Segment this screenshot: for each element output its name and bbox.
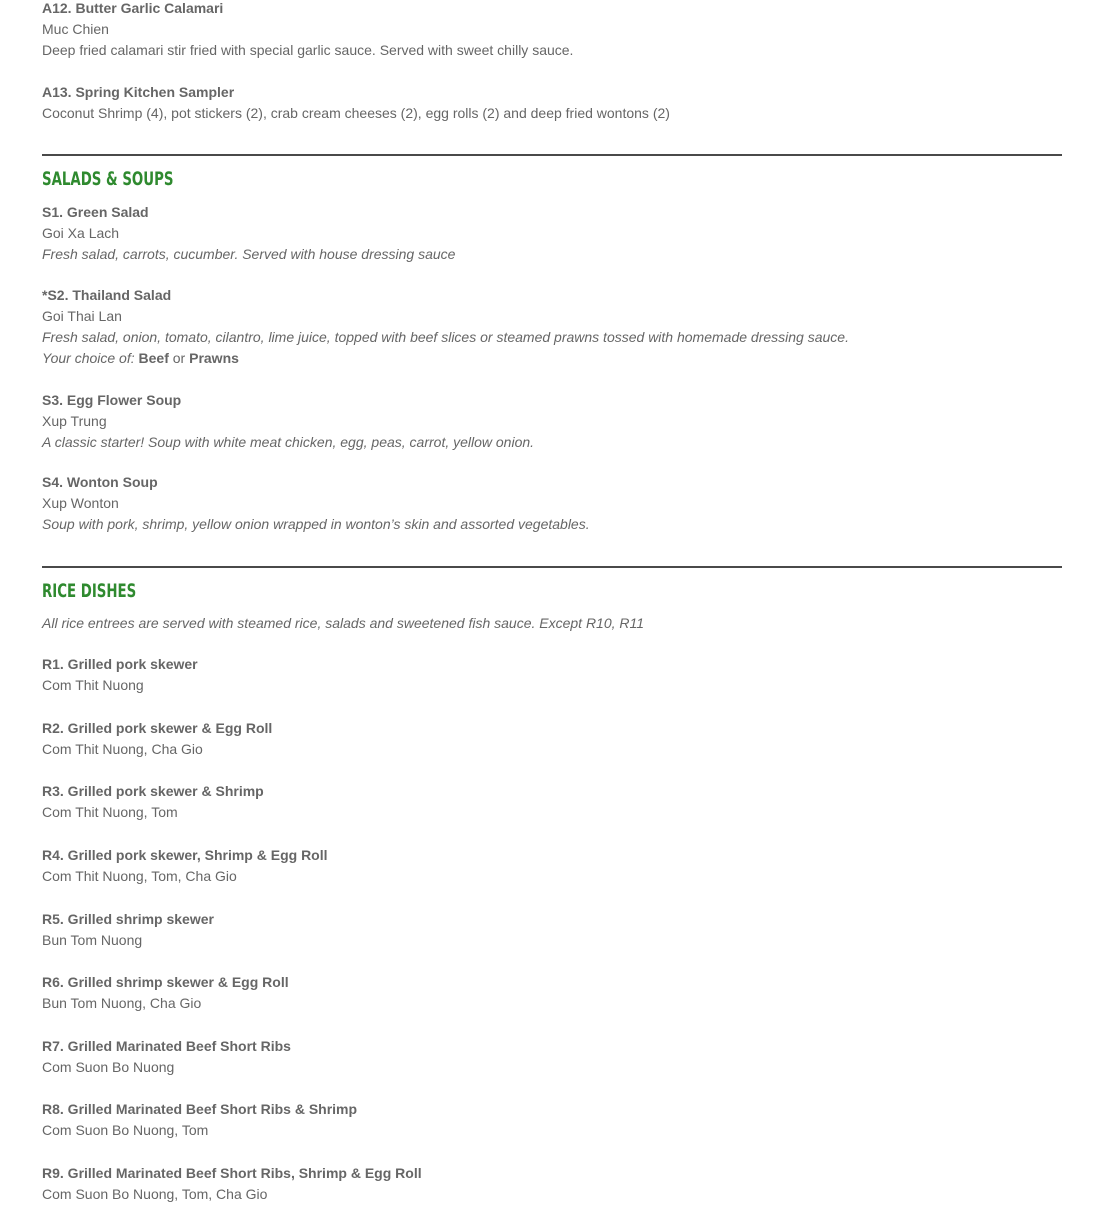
item-name: R9. Grilled Marinated Beef Short Ribs, Shrimp & Egg Roll [42,1165,422,1181]
choice-prawns: Prawns [189,350,239,366]
item-name: *S2. Thailand Salad [42,287,172,303]
section-divider [42,154,1062,156]
menu-item-a12 [42,0,573,61]
item-description: Soup with pork, shrimp, yellow onion wrapped in wonton’s skin and assorted vegetables. [42,516,590,532]
menu-item-a13 [42,82,670,124]
item-vietnamese-name: Bun Tom Nuong, Cha Gio [42,995,202,1011]
item-name: S3. Egg Flower Soup [42,392,182,408]
item-name: R6. Grilled shrimp skewer & Egg Roll [42,974,289,990]
menu-item-r6 [42,972,289,1014]
section-divider [42,566,1062,568]
item-description: Fresh salad, onion, tomato, cilantro, lime juice, topped with beef slices or steamed prawns tossed with homemade dressing sauce. [42,329,849,345]
menu-item-s1 [42,202,455,265]
item-name: A13. Spring Kitchen Sampler [42,84,235,100]
item-description: Coconut Shrimp (4), pot stickers (2), crab cream cheeses (2), egg rolls (2) and deep fried wontons (2) [42,105,670,121]
item-name: R8. Grilled Marinated Beef Short Ribs & Shrimp [42,1101,358,1117]
menu-item-s2 [42,285,849,369]
item-vietnamese-name: Xup Wonton [42,495,119,511]
item-vietnamese-name: Com Suon Bo Nuong, Tom, Cha Gio [42,1186,268,1202]
item-name: A12. Butter Garlic Calamari [42,0,224,16]
menu-item-r1 [42,654,198,696]
menu-item-s3 [42,390,534,453]
menu-item-r2 [42,718,272,760]
item-name: R4. Grilled pork skewer, Shrimp & Egg Roll [42,847,328,863]
item-vietnamese-name: Xup Trung [42,413,107,429]
menu-item-r8 [42,1099,357,1141]
item-name: S1. Green Salad [42,204,149,220]
item-vietnamese-name: Com Thit Nuong, Tom [42,804,178,820]
item-vietnamese-name: Muc Chien [42,21,109,37]
menu-item-r9 [42,1163,422,1205]
item-description: A classic starter! Soup with white meat chicken, egg, peas, carrot, yellow onion. [42,434,535,450]
choice-or: or [172,350,186,366]
item-name: R1. Grilled pork skewer [42,656,198,672]
section-title-rice-dishes: RICE DISHES [42,580,137,602]
menu-item-r4 [42,845,328,887]
item-vietnamese-name: Bun Tom Nuong [42,932,143,948]
item-vietnamese-name: Com Suon Bo Nuong, Tom [42,1122,209,1138]
item-name: R7. Grilled Marinated Beef Short Ribs [42,1038,291,1054]
item-name: S4. Wonton Soup [42,474,158,490]
item-vietnamese-name: Com Thit Nuong [42,677,144,693]
choice-beef: Beef [138,350,169,366]
item-vietnamese-name: Com Suon Bo Nuong [42,1059,175,1075]
item-vietnamese-name: Goi Thai Lan [42,308,122,324]
item-vietnamese-name: Com Thit Nuong, Tom, Cha Gio [42,868,237,884]
menu-item-r3 [42,781,264,823]
item-name: R2. Grilled pork skewer & Egg Roll [42,720,273,736]
item-vietnamese-name: Goi Xa Lach [42,225,120,241]
choice-prefix: Your choice of: [42,350,135,366]
menu-item-s4 [42,472,590,535]
menu-item-r7 [42,1036,291,1078]
item-choice [42,348,849,369]
section-note: All rice entrees are served with steamed rice, salads and sweetened fish sauce. Except R10, R11 [42,615,645,631]
item-name: R5. Grilled shrimp skewer [42,911,214,927]
section-title-salads-soups: SALADS & SOUPS [42,168,174,190]
item-description: Deep fried calamari stir fried with special garlic sauce. Served with sweet chilly sauce. [42,42,574,58]
item-description: Fresh salad, carrots, cucumber. Served with house dressing sauce [42,246,456,262]
menu-item-r5 [42,909,214,951]
item-name: R3. Grilled pork skewer & Shrimp [42,783,264,799]
item-vietnamese-name: Com Thit Nuong, Cha Gio [42,741,203,757]
